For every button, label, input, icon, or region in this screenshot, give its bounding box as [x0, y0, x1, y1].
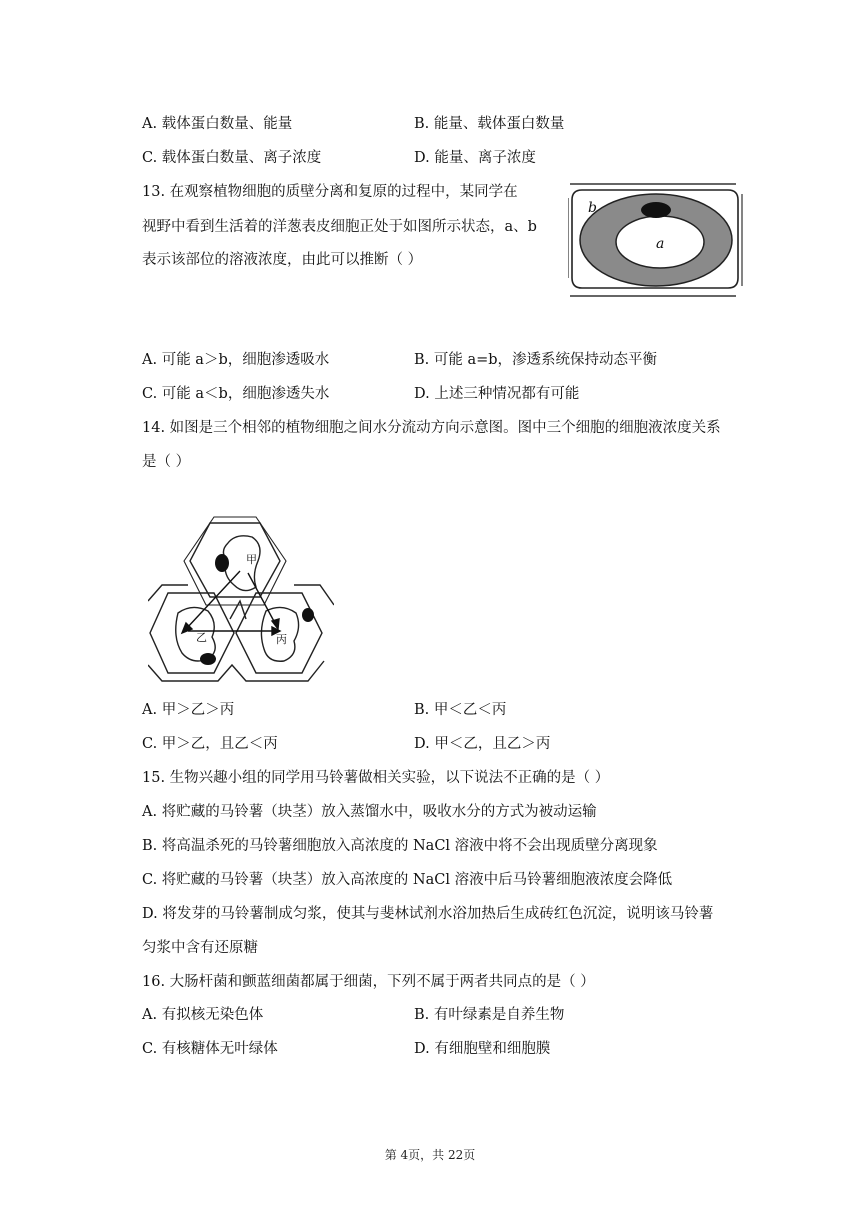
- q12-option-a: A. 载体蛋白数量、能量: [142, 116, 293, 132]
- q14-option-a: A. 甲＞乙＞丙: [142, 702, 235, 718]
- q16-option-a: A. 有拟核无染色体: [142, 1007, 264, 1023]
- q14-three-cells-figure: [148, 515, 334, 683]
- q14-option-d: D. 甲＜乙，且乙＞丙: [414, 736, 551, 752]
- q13-option-c: C. 可能 a＜b，细胞渗透失水: [142, 386, 330, 402]
- q12-option-c: C. 载体蛋白数量、离子浓度: [142, 150, 322, 166]
- q16-option-d: D. 有细胞壁和细胞膜: [414, 1041, 551, 1057]
- page-footer: 第 4页，共 22页: [384, 1148, 476, 1162]
- q12-option-b: B. 能量、载体蛋白数量: [414, 116, 565, 132]
- q14-option-b: B. 甲＜乙＜丙: [414, 702, 507, 718]
- q16-option-b: B. 有叶绿素是自养生物: [414, 1007, 565, 1023]
- q13-stem-line3: 表示该部位的溶液浓度，由此可以推断（ ）: [142, 252, 423, 268]
- q15-option-a: A. 将贮藏的马铃薯（块茎）放入蒸馏水中，吸收水分的方式为被动运输: [142, 804, 597, 820]
- q13-stem-line1: 13. 在观察植物细胞的质壁分离和复原的过程中，某同学在: [142, 184, 518, 200]
- q14-stem-line1: 14. 如图是三个相邻的植物细胞之间水分流动方向示意图。图中三个细胞的细胞液浓度关系: [142, 420, 721, 436]
- q15-option-d-line2: 匀浆中含有还原糖: [142, 940, 258, 956]
- q13-label-b: b: [588, 200, 597, 216]
- q14-label-jia: 甲: [246, 553, 257, 566]
- q16-stem: 16. 大肠杆菌和颤蓝细菌都属于细菌，下列不属于两者共同点的是（ ）: [142, 974, 595, 990]
- q15-stem: 15. 生物兴趣小组的同学用马铃薯做相关实验，以下说法不正确的是（ ）: [142, 770, 610, 786]
- q13-stem-line2: 视野中看到生活着的洋葱表皮细胞正处于如图所示状态，a、b: [142, 219, 537, 235]
- q15-option-d-line1: D. 将发芽的马铃薯制成匀浆，使其与斐林试剂水浴加热后生成砖红色沉淀，说明该马铃薯: [142, 906, 714, 922]
- q15-option-b: B. 将高温杀死的马铃薯细胞放入高浓度的 NaCl 溶液中将不会出现质壁分离现象: [142, 838, 658, 854]
- q16-option-c: C. 有核糖体无叶绿体: [142, 1041, 278, 1057]
- q14-label-bing: 丙: [276, 633, 287, 646]
- q12-option-d: D. 能量、离子浓度: [414, 150, 536, 166]
- q13-option-a: A. 可能 a＞b，细胞渗透吸水: [142, 352, 330, 368]
- q14-label-yi: 乙: [196, 631, 207, 644]
- q13-option-d: D. 上述三种情况都有可能: [414, 386, 580, 402]
- q13-label-a: a: [656, 236, 665, 252]
- q15-option-c: C. 将贮藏的马铃薯（块茎）放入高浓度的 NaCl 溶液中后马铃薯细胞液浓度会降低: [142, 872, 673, 888]
- q13-cell-figure: [568, 182, 746, 300]
- q14-stem-line2: 是（ ）: [142, 454, 191, 470]
- q13-option-b: B. 可能 a=b，渗透系统保持动态平衡: [414, 352, 658, 368]
- q14-option-c: C. 甲＞乙，且乙＜丙: [142, 736, 278, 752]
